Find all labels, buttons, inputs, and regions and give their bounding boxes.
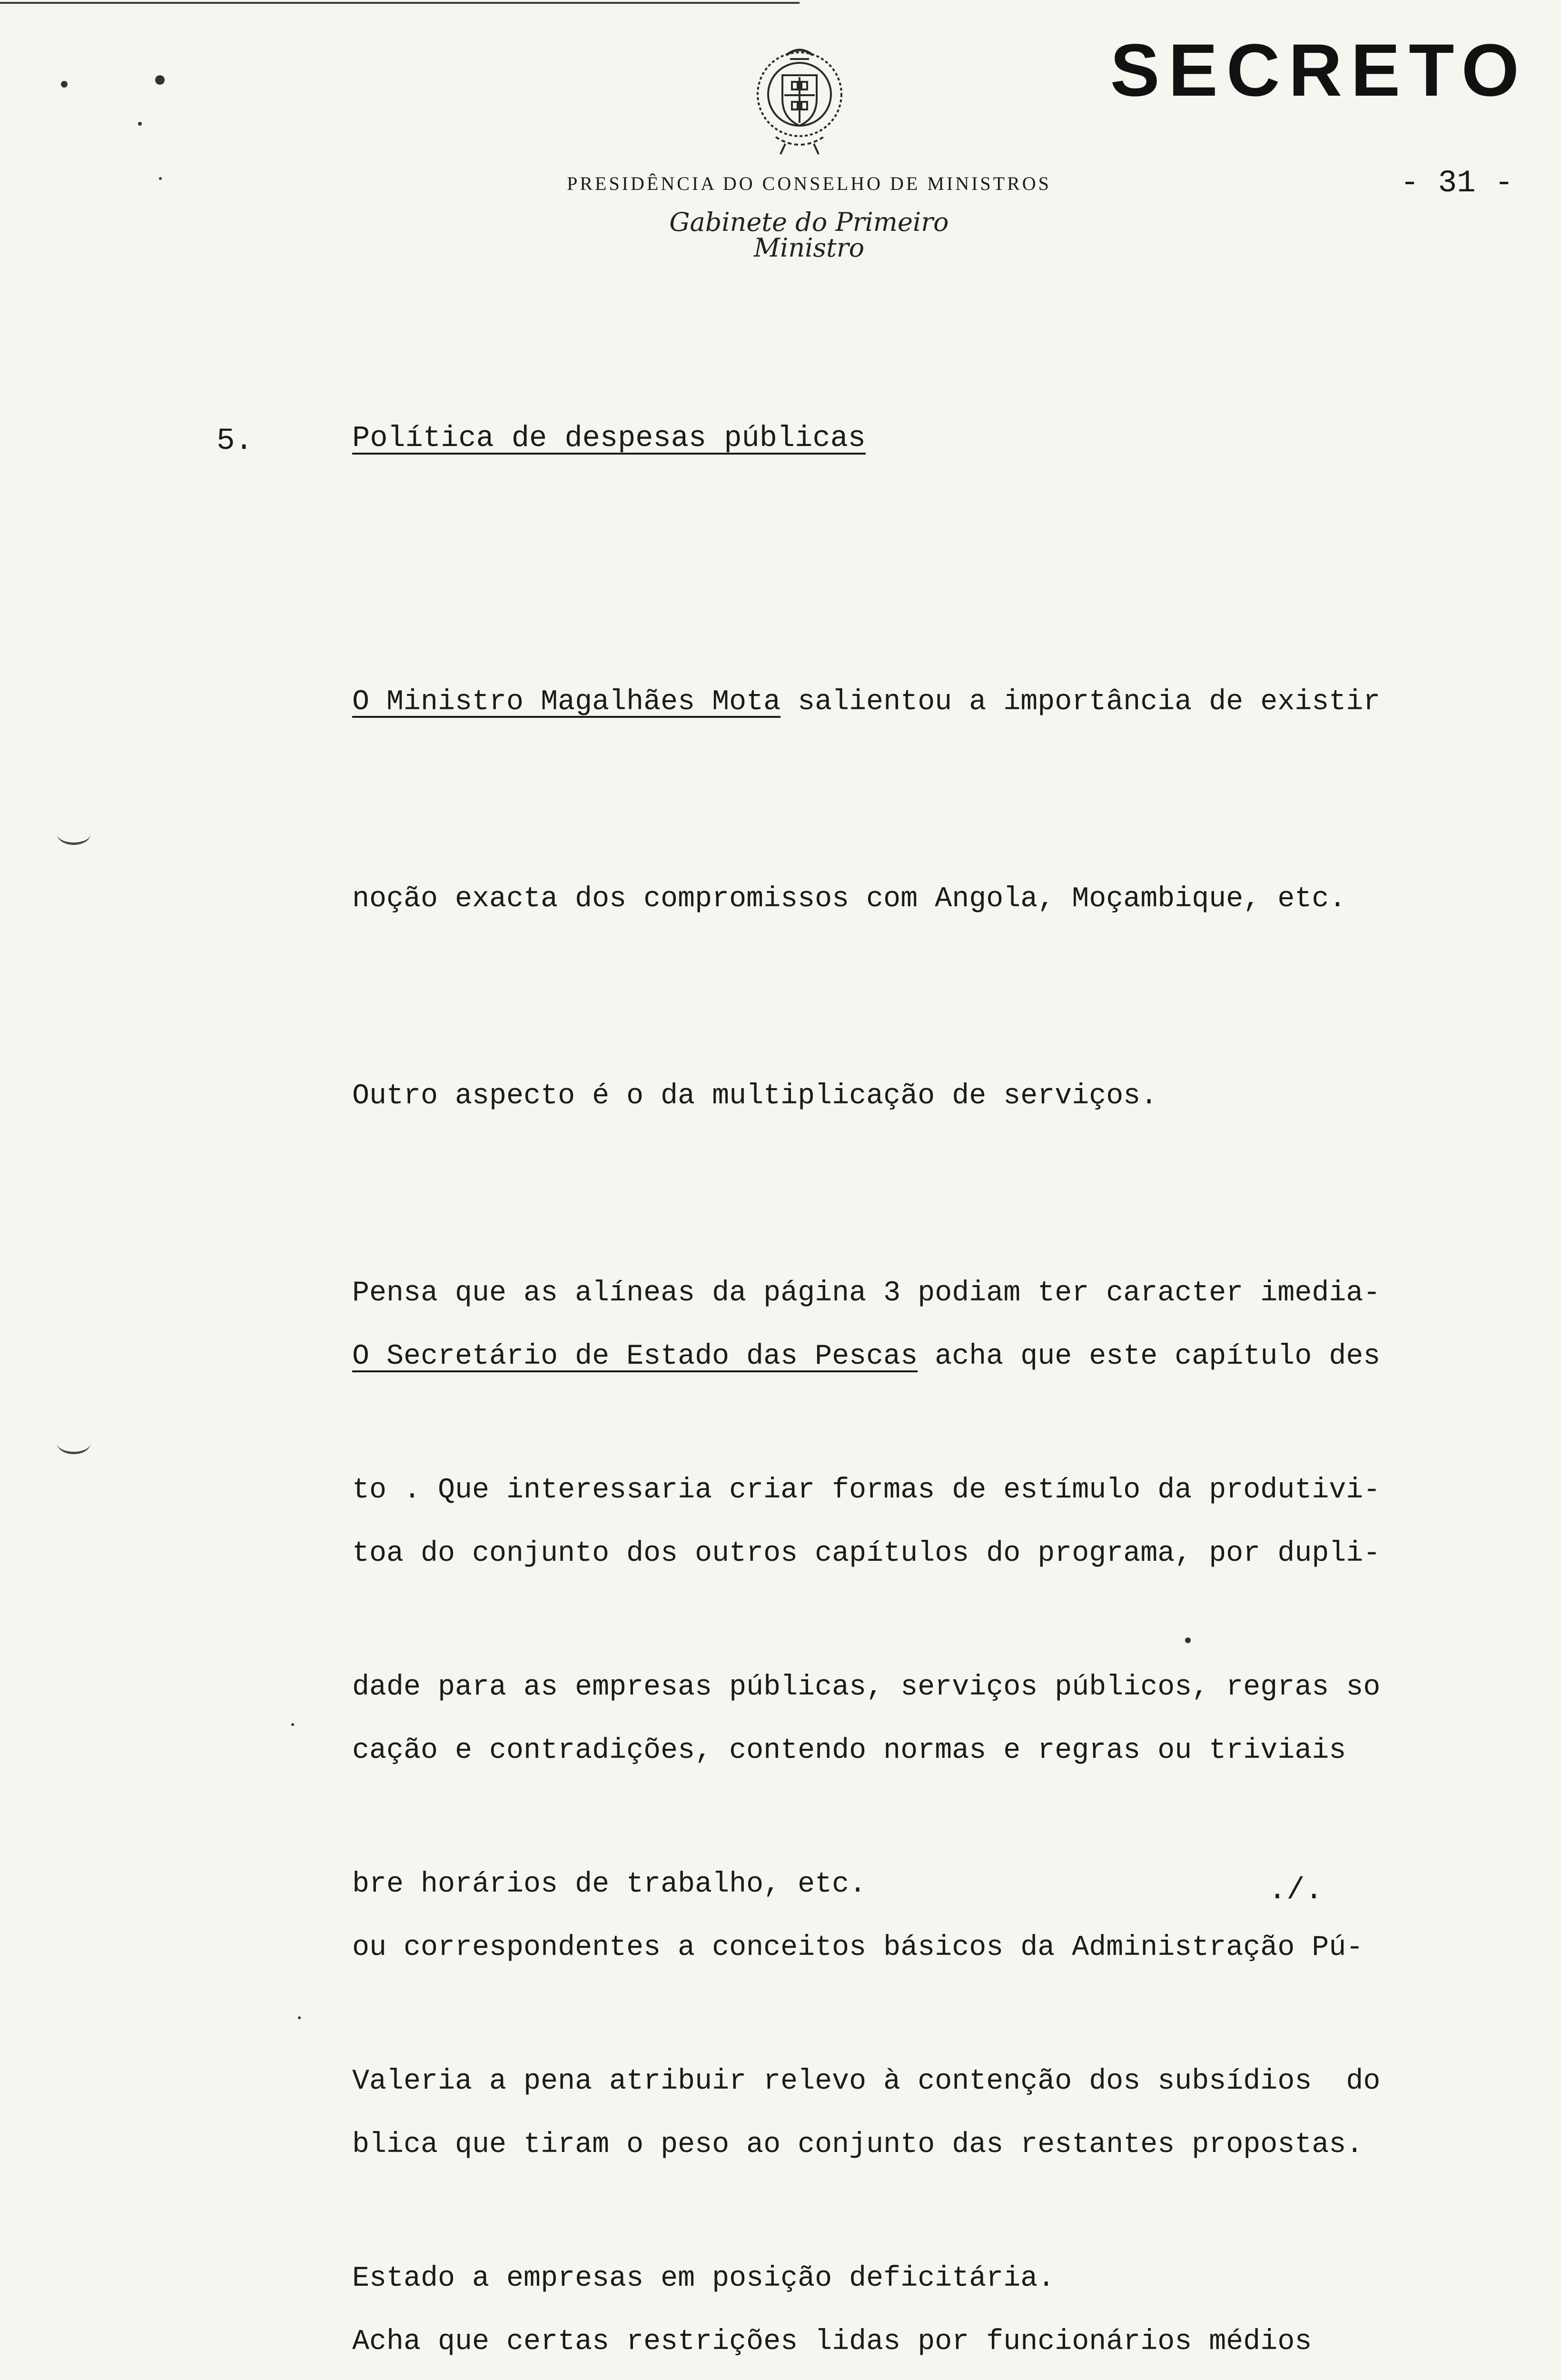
scan-speck bbox=[159, 177, 162, 180]
office-subtitle: Gabinete do Primeiro Ministro bbox=[669, 207, 949, 263]
paragraph-line: Acha que certas restrições lidas por funcionários médios bbox=[352, 2326, 1312, 2358]
section-title: Política de despesas públicas bbox=[352, 421, 866, 455]
paragraph-line: Valeria a pena atribuir relevo à contenção dos subsídios do bbox=[352, 2065, 1381, 2098]
paragraph-line: dade para as empresas públicas, serviços públicos, regras so bbox=[352, 1671, 1381, 1704]
classification-stamp: SECRETO bbox=[1110, 29, 1528, 112]
paragraph-line: Pensa que as alíneas da página 3 podiam ter caracter imedia- bbox=[352, 1277, 1381, 1309]
section-number: 5. bbox=[217, 424, 253, 458]
scan-speck bbox=[138, 122, 142, 126]
paragraph-line: bre horários de trabalho, etc. bbox=[352, 1868, 867, 1901]
paragraph-secretary bbox=[352, 1192, 1399, 2380]
paragraph-line: Outro aspecto é o da multiplicação de serviços. bbox=[352, 1080, 1158, 1112]
scan-speck bbox=[298, 2016, 301, 2019]
paragraph-line: cação e contradições, contendo normas e regras ou triviais bbox=[352, 1735, 1346, 1767]
paragraph-line: toa do conjunto dos outros capítulos do programa, por dupli- bbox=[352, 1537, 1381, 1570]
page-number: - 31 - bbox=[1400, 165, 1513, 201]
paragraph-text: acha que este capítulo des bbox=[918, 1340, 1381, 1373]
speaker-name: O Secretário de Estado das Pescas bbox=[352, 1340, 918, 1373]
paragraph-line: to . Que interessaria criar formas de estímulo da produtivi- bbox=[352, 1474, 1381, 1507]
speaker-name: O Ministro Magalhães Mota bbox=[352, 686, 781, 718]
coat-of-arms-icon bbox=[742, 42, 857, 161]
paragraph-line: noção exacta dos compromissos com Angola, Moçambique, etc. bbox=[352, 883, 1346, 915]
paragraph-first-line bbox=[352, 1324, 1399, 1389]
continuation-mark: ./. bbox=[1268, 1874, 1323, 1908]
scan-speck bbox=[291, 1723, 294, 1726]
letterhead: PRESIDÊNCIA DO CONSELHO DE MINISTROS bbox=[567, 173, 1051, 194]
scan-speck bbox=[155, 75, 165, 85]
paragraph-first-line bbox=[352, 669, 1399, 735]
scan-speck bbox=[61, 81, 68, 88]
paragraph-line: ou correspondentes a conceitos básicos da Administração Pú- bbox=[352, 1932, 1363, 1964]
punch-hole-mark bbox=[57, 823, 90, 845]
top-rule bbox=[0, 2, 800, 4]
punch-hole-mark bbox=[57, 1433, 90, 1454]
paragraph-text: salientou a importância de existir bbox=[780, 686, 1381, 718]
paragraph-line: blica que tiram o peso ao conjunto das restantes propostas. bbox=[352, 2129, 1363, 2161]
paragraph-line: Estado a empresas em posição deficitária. bbox=[352, 2262, 1055, 2295]
scan-speck bbox=[1185, 1637, 1191, 1643]
